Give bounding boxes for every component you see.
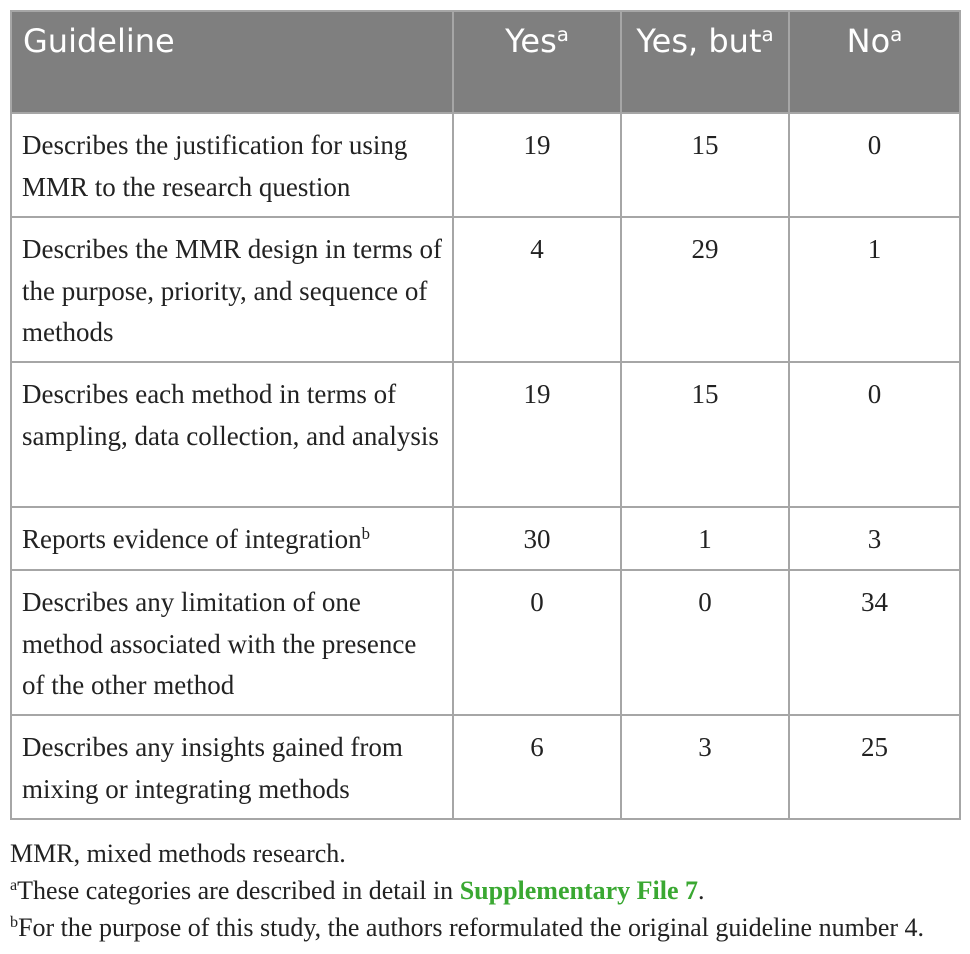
yes-but-cell: 15 xyxy=(621,113,789,217)
footnote-a-mark: a xyxy=(10,877,18,895)
yes-but-cell: 15 xyxy=(621,362,789,507)
header-yes xyxy=(453,11,621,113)
header-guideline xyxy=(11,11,453,113)
guideline-cell xyxy=(11,715,453,819)
header-row xyxy=(11,11,960,113)
no-cell: 0 xyxy=(789,362,960,507)
footnote-a-text: These categories are described in detail in xyxy=(17,876,460,905)
footnote-a xyxy=(10,872,965,909)
table-footnotes xyxy=(10,835,965,946)
yes-but-cell: 0 xyxy=(621,570,789,715)
header-no xyxy=(789,11,960,113)
table-row xyxy=(11,362,960,507)
guideline-cell xyxy=(11,113,453,217)
yes-cell: 6 xyxy=(453,715,621,819)
no-cell: 1 xyxy=(789,217,960,362)
header-yes-label: Yes xyxy=(505,22,557,60)
header-guideline-label: Guideline xyxy=(23,22,175,60)
header-yes-footnote-mark: a xyxy=(556,23,569,47)
table-row xyxy=(11,507,960,570)
guideline-text: Reports evidence of integration xyxy=(22,524,362,554)
no-cell: 25 xyxy=(789,715,960,819)
header-yes-but-footnote-mark: a xyxy=(761,23,774,47)
footnote-b-text: For the purpose of this study, the authors reformulated the original guideline number 4. xyxy=(18,913,925,942)
supplementary-file-link[interactable]: Supplementary File 7 xyxy=(459,876,699,905)
yes-cell: 30 xyxy=(453,507,621,570)
table-row xyxy=(11,217,960,362)
guideline-text: Describes the MMR design in terms of the purpose, priority, and sequence of methods xyxy=(22,234,442,347)
yes-cell: 0 xyxy=(453,570,621,715)
header-yes-but xyxy=(621,11,789,113)
header-no-footnote-mark: a xyxy=(890,23,903,47)
yes-cell: 19 xyxy=(453,362,621,507)
guideline-cell xyxy=(11,570,453,715)
no-cell: 3 xyxy=(789,507,960,570)
footnote-abbreviation: MMR, mixed methods research. xyxy=(10,839,346,868)
yes-but-cell: 1 xyxy=(621,507,789,570)
guideline-cell xyxy=(11,217,453,362)
guideline-footnote-mark: b xyxy=(361,523,371,543)
no-cell: 0 xyxy=(789,113,960,217)
guideline-text: Describes any insights gained from mixing or integrating methods xyxy=(22,732,403,804)
yes-cell: 19 xyxy=(453,113,621,217)
guideline-cell xyxy=(11,507,453,570)
guideline-table xyxy=(10,10,961,820)
guideline-cell xyxy=(11,362,453,507)
footnote-a-period: . xyxy=(698,876,705,905)
header-no-label: No xyxy=(846,22,891,60)
table-row xyxy=(11,715,960,819)
header-yes-but-label: Yes, but xyxy=(636,22,762,60)
yes-but-cell: 29 xyxy=(621,217,789,362)
no-cell: 34 xyxy=(789,570,960,715)
guideline-text: Describes the justification for using MMR to the research question xyxy=(22,130,408,202)
table-row xyxy=(11,113,960,217)
footnote-b xyxy=(10,909,965,946)
guideline-text: Describes any limitation of one method associated with the presence of the other method xyxy=(22,587,417,700)
yes-cell: 4 xyxy=(453,217,621,362)
guideline-text: Describes each method in terms of sampling, data collection, and analysis xyxy=(22,379,439,451)
table-row xyxy=(11,570,960,715)
footnote-b-mark: b xyxy=(10,914,19,932)
yes-but-cell: 3 xyxy=(621,715,789,819)
